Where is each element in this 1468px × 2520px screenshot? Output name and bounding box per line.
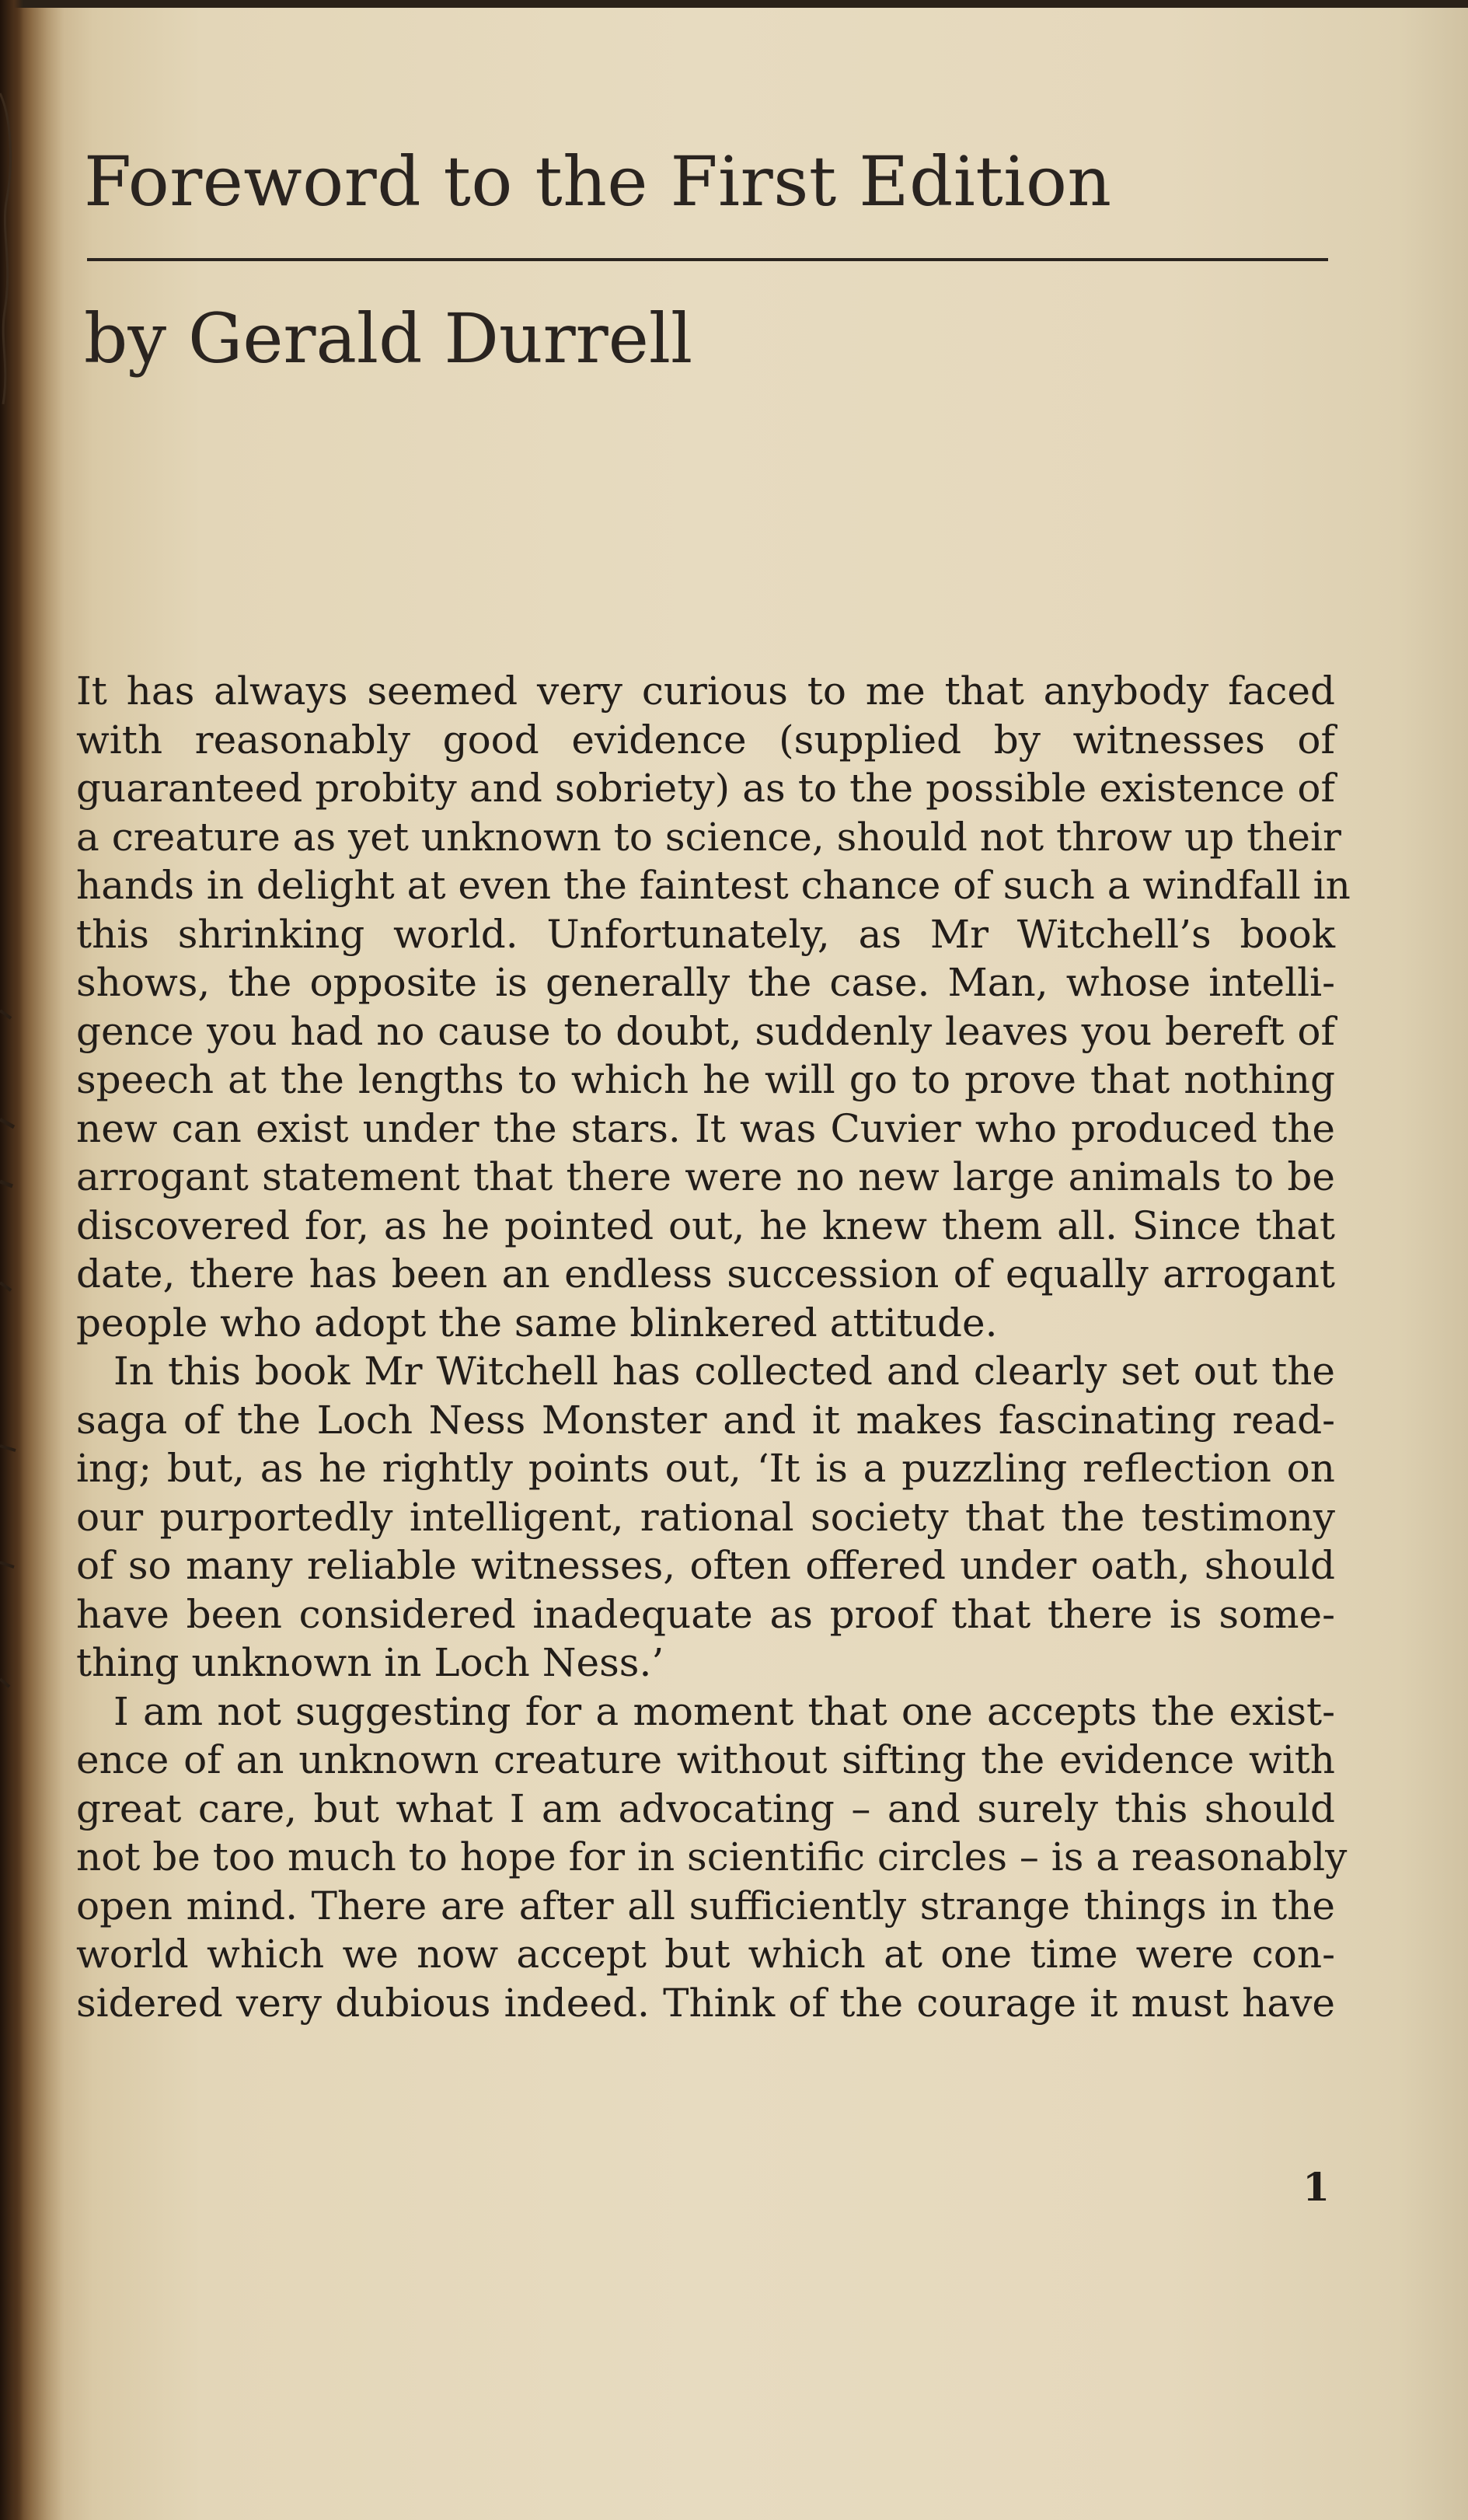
facing-page-mark-1 (0, 1010, 11, 1018)
facing-page-mark-6 (0, 1562, 14, 1567)
text-line: discovered for, as he pointed out, he knew them all. Since that (76, 1202, 1335, 1248)
text-line: I am not suggesting for a moment that one accepts the exist- (113, 1688, 1335, 1734)
text-line: gence you had no cause to doubt, suddenly leaves you bereft of (76, 1008, 1335, 1054)
page-number: 1 (1302, 2164, 1330, 2210)
text-line: this shrinking world. Unfortunately, as Mr Witchell’s book (76, 911, 1335, 957)
chapter-author: by Gerald Durrell (84, 298, 693, 379)
text-line: saga of the Loch Ness Monster and it makes fascinating read- (76, 1397, 1335, 1443)
facing-page-mark-7 (0, 1679, 9, 1687)
text-line: of so many reliable witnesses, often offered under oath, should (76, 1543, 1335, 1588)
page-top-edge (0, 0, 1468, 8)
facing-page-edge-decoration (0, 0, 23, 2520)
text-line: ing; but, as he rightly points out, ‘It is a puzzling reflection on (76, 1446, 1335, 1491)
text-line: It has always seemed very curious to me that anybody faced (76, 668, 1335, 714)
text-line: speech at the lengths to which he will go to prove that nothing (76, 1057, 1335, 1102)
paragraph-1 (76, 667, 1351, 1347)
text-line: great care, but what I am advocating – and surely this should (76, 1785, 1335, 1831)
text-line: thing unknown in Loch Ness.’ (76, 1640, 664, 1685)
text-line: guaranteed probity and sobriety) as to the possible existence of (76, 766, 1335, 811)
facing-page-mark-4 (0, 1283, 11, 1290)
text-line: hands in delight at even the faintest chance of such a windfall in (76, 863, 1351, 908)
text-line: people who adopt the same blinkered attitude. (76, 1300, 998, 1346)
facing-page-mark-5 (0, 1446, 16, 1450)
text-line: sidered very dubious indeed. Think of the courage it must have (76, 1980, 1335, 2026)
text-line: a creature as yet unknown to science, should not throw up their (76, 814, 1341, 860)
text-line: open mind. There are after all sufficiently strange things in the (76, 1883, 1335, 1928)
text-line: not be too much to hope for in scientific circles – is a reasonably (76, 1834, 1348, 1880)
text-line: have been considered inadequate as proof that there is some- (76, 1591, 1335, 1637)
facing-page-mark-3 (0, 1181, 12, 1186)
facing-page-mark-2 (0, 1119, 14, 1127)
text-line: arrogant statement that there were no new large animals to be (76, 1154, 1335, 1199)
paragraph-2 (76, 1347, 1335, 1688)
foreword-body (76, 667, 1351, 2027)
text-line: with reasonably good evidence (supplied by witnesses of (76, 717, 1335, 763)
text-line: new can exist under the stars. It was Cuvier who produced the (76, 1105, 1335, 1151)
chapter-title: Foreword to the First Edition (84, 141, 1112, 222)
text-line: In this book Mr Witchell has collected and clearly set out the (113, 1349, 1335, 1394)
text-line: our purportedly intelligent, rational society that the testimony (76, 1494, 1335, 1540)
text-line: ence of an unknown creature without sifting the evidence with (76, 1737, 1335, 1782)
facing-page-illustration-edge (0, 93, 11, 404)
text-line: world which we now accept but which at one time were con- (76, 1932, 1335, 1977)
text-line: date, there has been an endless succession of equally arrogant (76, 1251, 1335, 1297)
paragraph-3 (76, 1688, 1348, 2028)
text-line: shows, the opposite is generally the case. Man, whose intelli- (76, 960, 1335, 1005)
title-divider-rule (87, 258, 1328, 261)
